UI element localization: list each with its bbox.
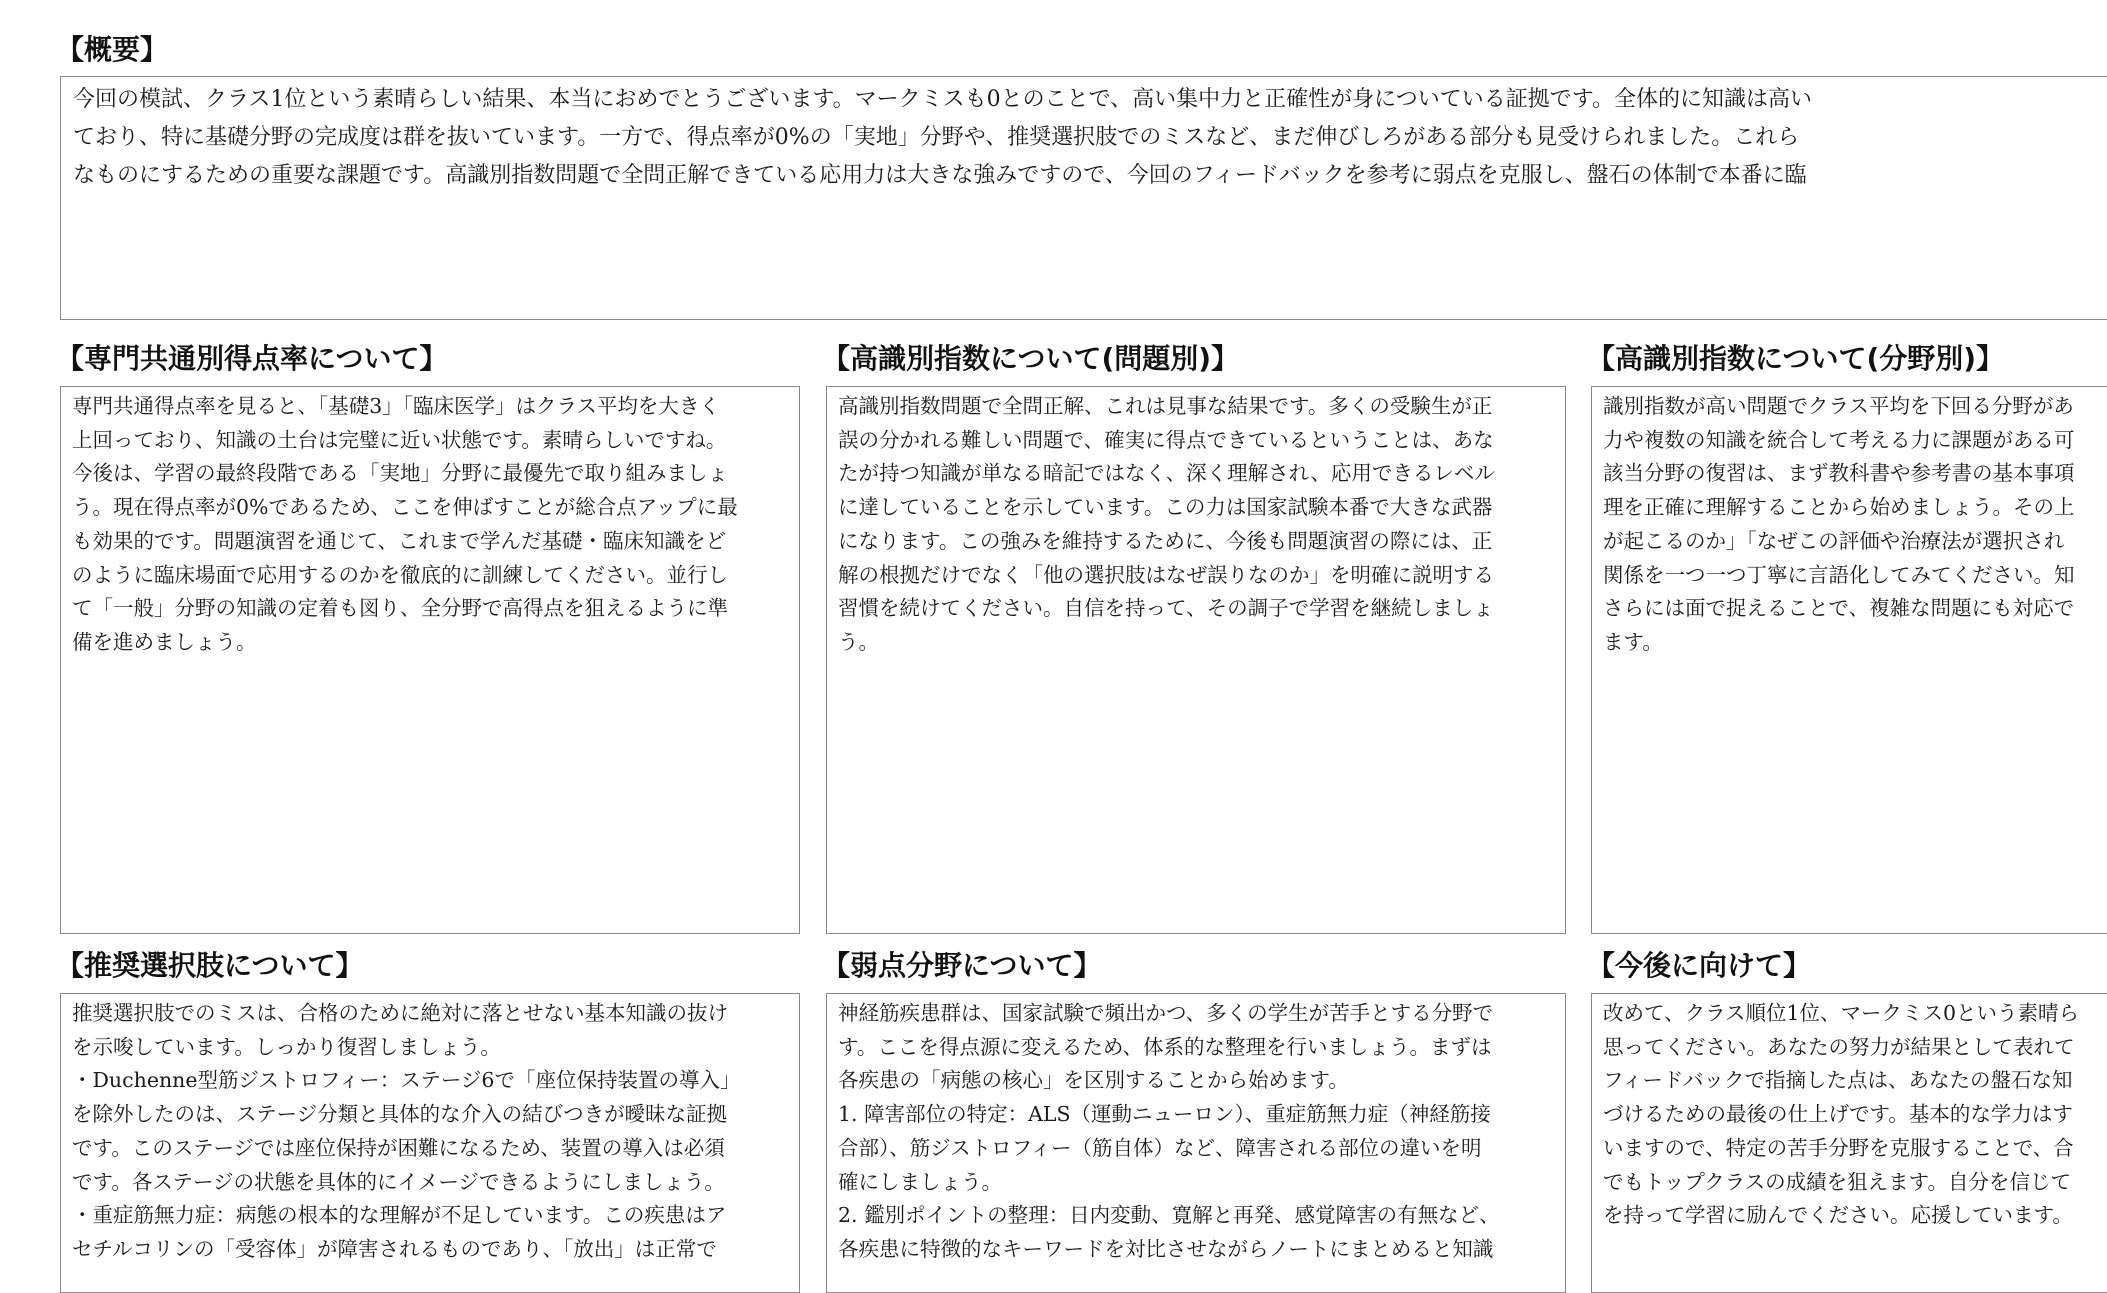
section-text-discrimination-field: 識別指数が高い問題でクラス平均を下回る分野があ 力や複数の知識を統合して考える力に課題がある可 該当分野の復習は、まず教科書や参考書の基本事項 理を正確に理解することから始めましょう。その上 が起こるのか」「なぜこの評価や治療法が選択され 関係を一つ一つ丁寧に言語化してみてください。知 さらには面で捉えることで、複雑な問題にも対応で ます。	[1603, 394, 2075, 654]
section-box-discrimination-field	[1591, 386, 2107, 934]
section-heading-discrimination-field: 【高識別指数について(分野別)】	[1587, 342, 2005, 375]
section-text-future: 改めて、クラス順位1位、マークミス0という素晴ら 思ってください。あなたの努力が結果として表れて フィードバックで指摘した点は、あなたの盤石な知 づけるための最後の仕上げです。基本的な学力はす いますので、特定の苦手分野を克服することで、合 でもトップクラスの成績を狙えます。自分を信じて を持って学習に励んでください。応援しています。	[1603, 1001, 2080, 1228]
section-box-discrimination-question	[826, 386, 1566, 934]
section-heading-future: 【今後に向けて】	[1587, 949, 1812, 982]
section-text-weak-field: 神経筋疾患群は、国家試験で頻出かつ、多くの学生が苦手とする分野で す。ここを得点源に変えるため、体系的な整理を行いましょう。まずは 各疾患の「病態の核心」を区別することから始めます。 1. 障害部位の特定：ALS（運動ニューロン）、重症筋無力症（神経筋接 合部）、筋ジストロフィー（筋自体）など、障害される部位の違いを明 確にしましょう。 2. 鑑別ポイントの整理：日内変動、寛解と再発、感覚障害の有無など、 各疾患に特徴的なキーワードを対比させながらノートにまとめると知識	[838, 1001, 1500, 1261]
section-text-score-rate: 専門共通得点率を見ると、「基礎3」「臨床医学」はクラス平均を大きく 上回っており、知識の土台は完璧に近い状態です。素晴らしいですね。 今後は、学習の最終段階である「実地」分野に最優先で取り組みましょ う。現在得点率が0%であるため、ここを伸ばすことが総合点アップに最 も効果的です。問題演習を通じて、これまで学んだ基礎・臨床知識をど のように臨床場面で応用するのかを徹底的に訓練してください。並行し て「一般」分野の知識の定着も図り、全分野で高得点を狙えるように準 備を進めましょう。	[72, 394, 738, 654]
section-heading-score-rate: 【専門共通別得点率について】	[56, 342, 448, 375]
overview-text: 今回の模試、クラス1位という素晴らしい結果、本当におめでとうございます。マークミスも0とのことで、高い集中力と正確性が身についている証拠です。全体的に知識は高い ており、特に基礎分野の完成度は群を抜いています。一方で、得点率が0%の「実地」分野や、推奨選択肢でのミスなど、まだ伸びしろがある部分も見受けられました。これら なものにするための重要な課題です。高識別指数問題で全問正解できている応用力は大きな強みですので、今回のフィードバックを参考に弱点を克服し、盤石の体制で本番に臨	[73, 87, 1812, 188]
overview-box	[60, 76, 2107, 320]
section-box-weak-field	[826, 993, 1566, 1293]
overview-heading: 【概要】	[56, 33, 169, 66]
section-heading-weak-field: 【弱点分野について】	[822, 949, 1102, 982]
section-text-recommended-choice: 推奨選択肢でのミスは、合格のために絶対に落とせない基本知識の抜け を示唆しています。しっかり復習しましょう。 ・Duchenne型筋ジストロフィー：ステージ6で「座位保持装置の導入」 を除外したのは、ステージ分類と具体的な介入の結びつきが曖昧な証拠 です。このステージでは座位保持が困難になるため、装置の導入は必須 です。各ステージの状態を具体的にイメージできるようにしましょう。 ・重症筋無力症：病態の根本的な理解が不足しています。この疾患はア セチルコリンの「受容体」が障害されるものであり、「放出」は正常で	[72, 1001, 741, 1261]
section-box-score-rate	[60, 386, 800, 934]
section-box-recommended-choice	[60, 993, 800, 1293]
section-heading-recommended-choice: 【推奨選択肢について】	[56, 949, 364, 982]
section-box-future	[1591, 993, 2107, 1293]
section-heading-discrimination-question: 【高識別指数について(問題別)】	[822, 342, 1240, 375]
section-text-discrimination-question: 高識別指数問題で全問正解、これは見事な結果です。多くの受験生が正 誤の分かれる難しい問題で、確実に得点できているということは、あな たが持つ知識が単なる暗記ではなく、深く理解され、応用できるレベル に達していることを示しています。この力は国家試験本番で大きな武器 になります。この強みを維持するために、今後も問題演習の際には、正 解の根拠だけでなく「他の選択肢はなぜ誤りなのか」を明確に説明する 習慣を続けてください。自信を持って、その調子で学習を継続しましょ う。	[838, 394, 1495, 654]
